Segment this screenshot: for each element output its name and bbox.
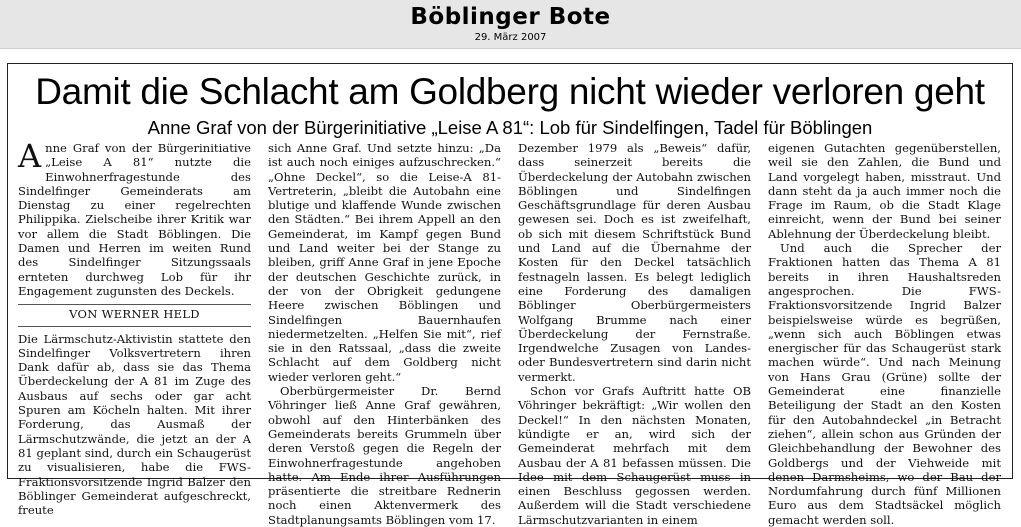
column-3: [518, 141, 751, 527]
column-2: [268, 141, 501, 527]
publication-date: 29. März 2007: [474, 32, 547, 43]
column-4: [768, 141, 1001, 527]
article-subheadline: Anne Graf von der Bürgerinitiative „Leise A 81“: Lob für Sindelfingen, Tadel für Böblingen: [147, 117, 873, 138]
newspaper-name: Böblinger Bote: [410, 4, 611, 30]
body-paragraph: Schon vor Grafs Auftritt hatte OB Vöhringer bekräftigt: „Wir wollen den Deckel!“ In den nächsten Monaten, kündigte er an, wird sich der Gemeinderat mehrfach mit dem Ausbau der A 81 befassen müssen. Die Idee mit dem Schaugerüst muss in einen Beschluss gegossen werden. Außerdem will die Stadt verschiedene Lärmschutzvarianten in einem: [518, 384, 751, 527]
body-paragraph: sich Anne Graf. Und setzte hinzu: „Da ist auch noch einiges aufzuschrecken.“ „Ohne Deckel“, so die Leise-A 81-Vertreterin, „bleibt die Autobahn eine blutige und klaffende Wunde zwischen den Städten.“ Bei ihrem Appell an den Gemeinderat, im Kampf gegen Bund und Land weiter bei der Stange zu bleiben, griff Anne Graf in jene Epoche der deutschen Geschichte zurück, in der von der Obrigkeit gedungene Heere zwischen Böblingen und Sindelfingen Bauernhaufen niedermetzelten. „Helfen Sie mit“, rief sie in den Ratssaal, „dass die zweite Schlacht auf dem Goldberg nicht wieder verloren geht.“: [268, 141, 501, 384]
article-columns: [18, 137, 1002, 527]
lede-text: nne Graf von der Bürgerinitiative „Leise A 81“ nutzte die Einwohnerfragestunde des Sindelfinger Gemeinderats am Dienstag zu einer regelrechten Philippika. Zielscheibe ihrer Kritik war vor allem die Stadt Böblingen. Die Damen und Herren im weiten Rund des Sindelfinger Sitzungssaals ernteten durchweg Lob für ihr Engagement zugunsten des Deckels.: [18, 141, 251, 298]
drop-cap: A: [18, 137, 42, 175]
lede-paragraph: [18, 137, 251, 298]
body-paragraph: Und auch die Sprecher der Fraktionen hatten das Thema A 81 bereits in ihren Haushaltsreden angesprochen. Die FWS-Fraktionsvorsitzende Ingrid Balzer beispielsweise würde es begrüßen, „wenn sich auch Böblingen etwas energischer für das Schaugerüst stark machen würde“. Und nach Meinung von Hans Grau (Grüne) sollte der Gemeinderat eine finanzielle Beteiligung der Stadt an den Kosten für den Autobahndeckel „in Betracht ziehen“, allein schon aus Gründen der Gleichbehandlung der Bewohner des Goldbergs und der Viehweide mit denen Darmsheims, wo der Bau der Nordumfahrung durch fünf Millionen Euro aus dem Stadtsäckel möglich gemacht werden soll.: [768, 241, 1001, 527]
article-box: [7, 63, 1013, 527]
body-paragraph: Die Lärmschutz-Aktivistin stattete den Sindelfinger Volksvertretern ihren Dank dafür ab, dass sie das Thema Überdeckelung der A 81 im Zuge des Ausbaus auf sechs oder gar acht Spuren am Köcheln halten. Mit ihrer Forderung, das Ausmaß der Lärmschutzwände, die jetzt an der A 81 geplant sind, durch ein Schaugerüst zu visualisieren, habe die FWS-Fraktionsvorsitzende Ingrid Balzer den Böblinger Gemeinderat aufgeschreckt, freute: [18, 331, 251, 518]
article-headline: Damit die Schlacht am Goldberg nicht wieder verloren geht: [35, 71, 985, 112]
body-paragraph: Dezember 1979 als „Beweis“ dafür, dass seinerzeit bereits die Überdeckelung der Autobahn zwischen Böblingen und Sindelfingen Geschäftsgrundlage für deren Ausbau gewesen sei. Doch es ist zweifelhaft, ob sich mit diesem Schriftstück Bund und Land auf die Übernahme der Kosten für den Deckel tatsächlich festnageln lassen. Es belegt lediglich eine Forderung des damaligen Böblinger Oberbürgermeisters Wolfgang Brumme nach einer Überdeckelung der Fernstraße. Irgendwelche Zusagen von Landes- oder Bundesvertretern sind darin nicht vermerkt.: [518, 141, 751, 384]
byline: VON WERNER HELD: [18, 304, 251, 326]
body-paragraph: Oberbürgermeister Dr. Bernd Vöhringer ließ Anne Graf gewähren, obwohl auf den Hinterbänken des Gemeinderats bereits Grummeln über deren Verstoß gegen die Regeln der Einwohnerfragestunde angehoben hatte. Am Ende ihrer Ausführungen präsentierte die streitbare Rednerin noch einen Aktenvermerk des Stadtplanungsamts Böblingen vom 17.: [268, 384, 501, 527]
column-1: [18, 137, 251, 518]
body-paragraph: eigenen Gutachten gegenüberstellen, weil sie den Zahlen, die Bund und Land vorgelegt haben, misstraut. Und dann steht da ja auch immer noch die Frage im Raum, ob die Stadt Klage einreicht, wenn der Bund bei seiner Ablehnung der Überdeckelung bleibt.: [768, 141, 1001, 241]
masthead: [0, 0, 1021, 49]
